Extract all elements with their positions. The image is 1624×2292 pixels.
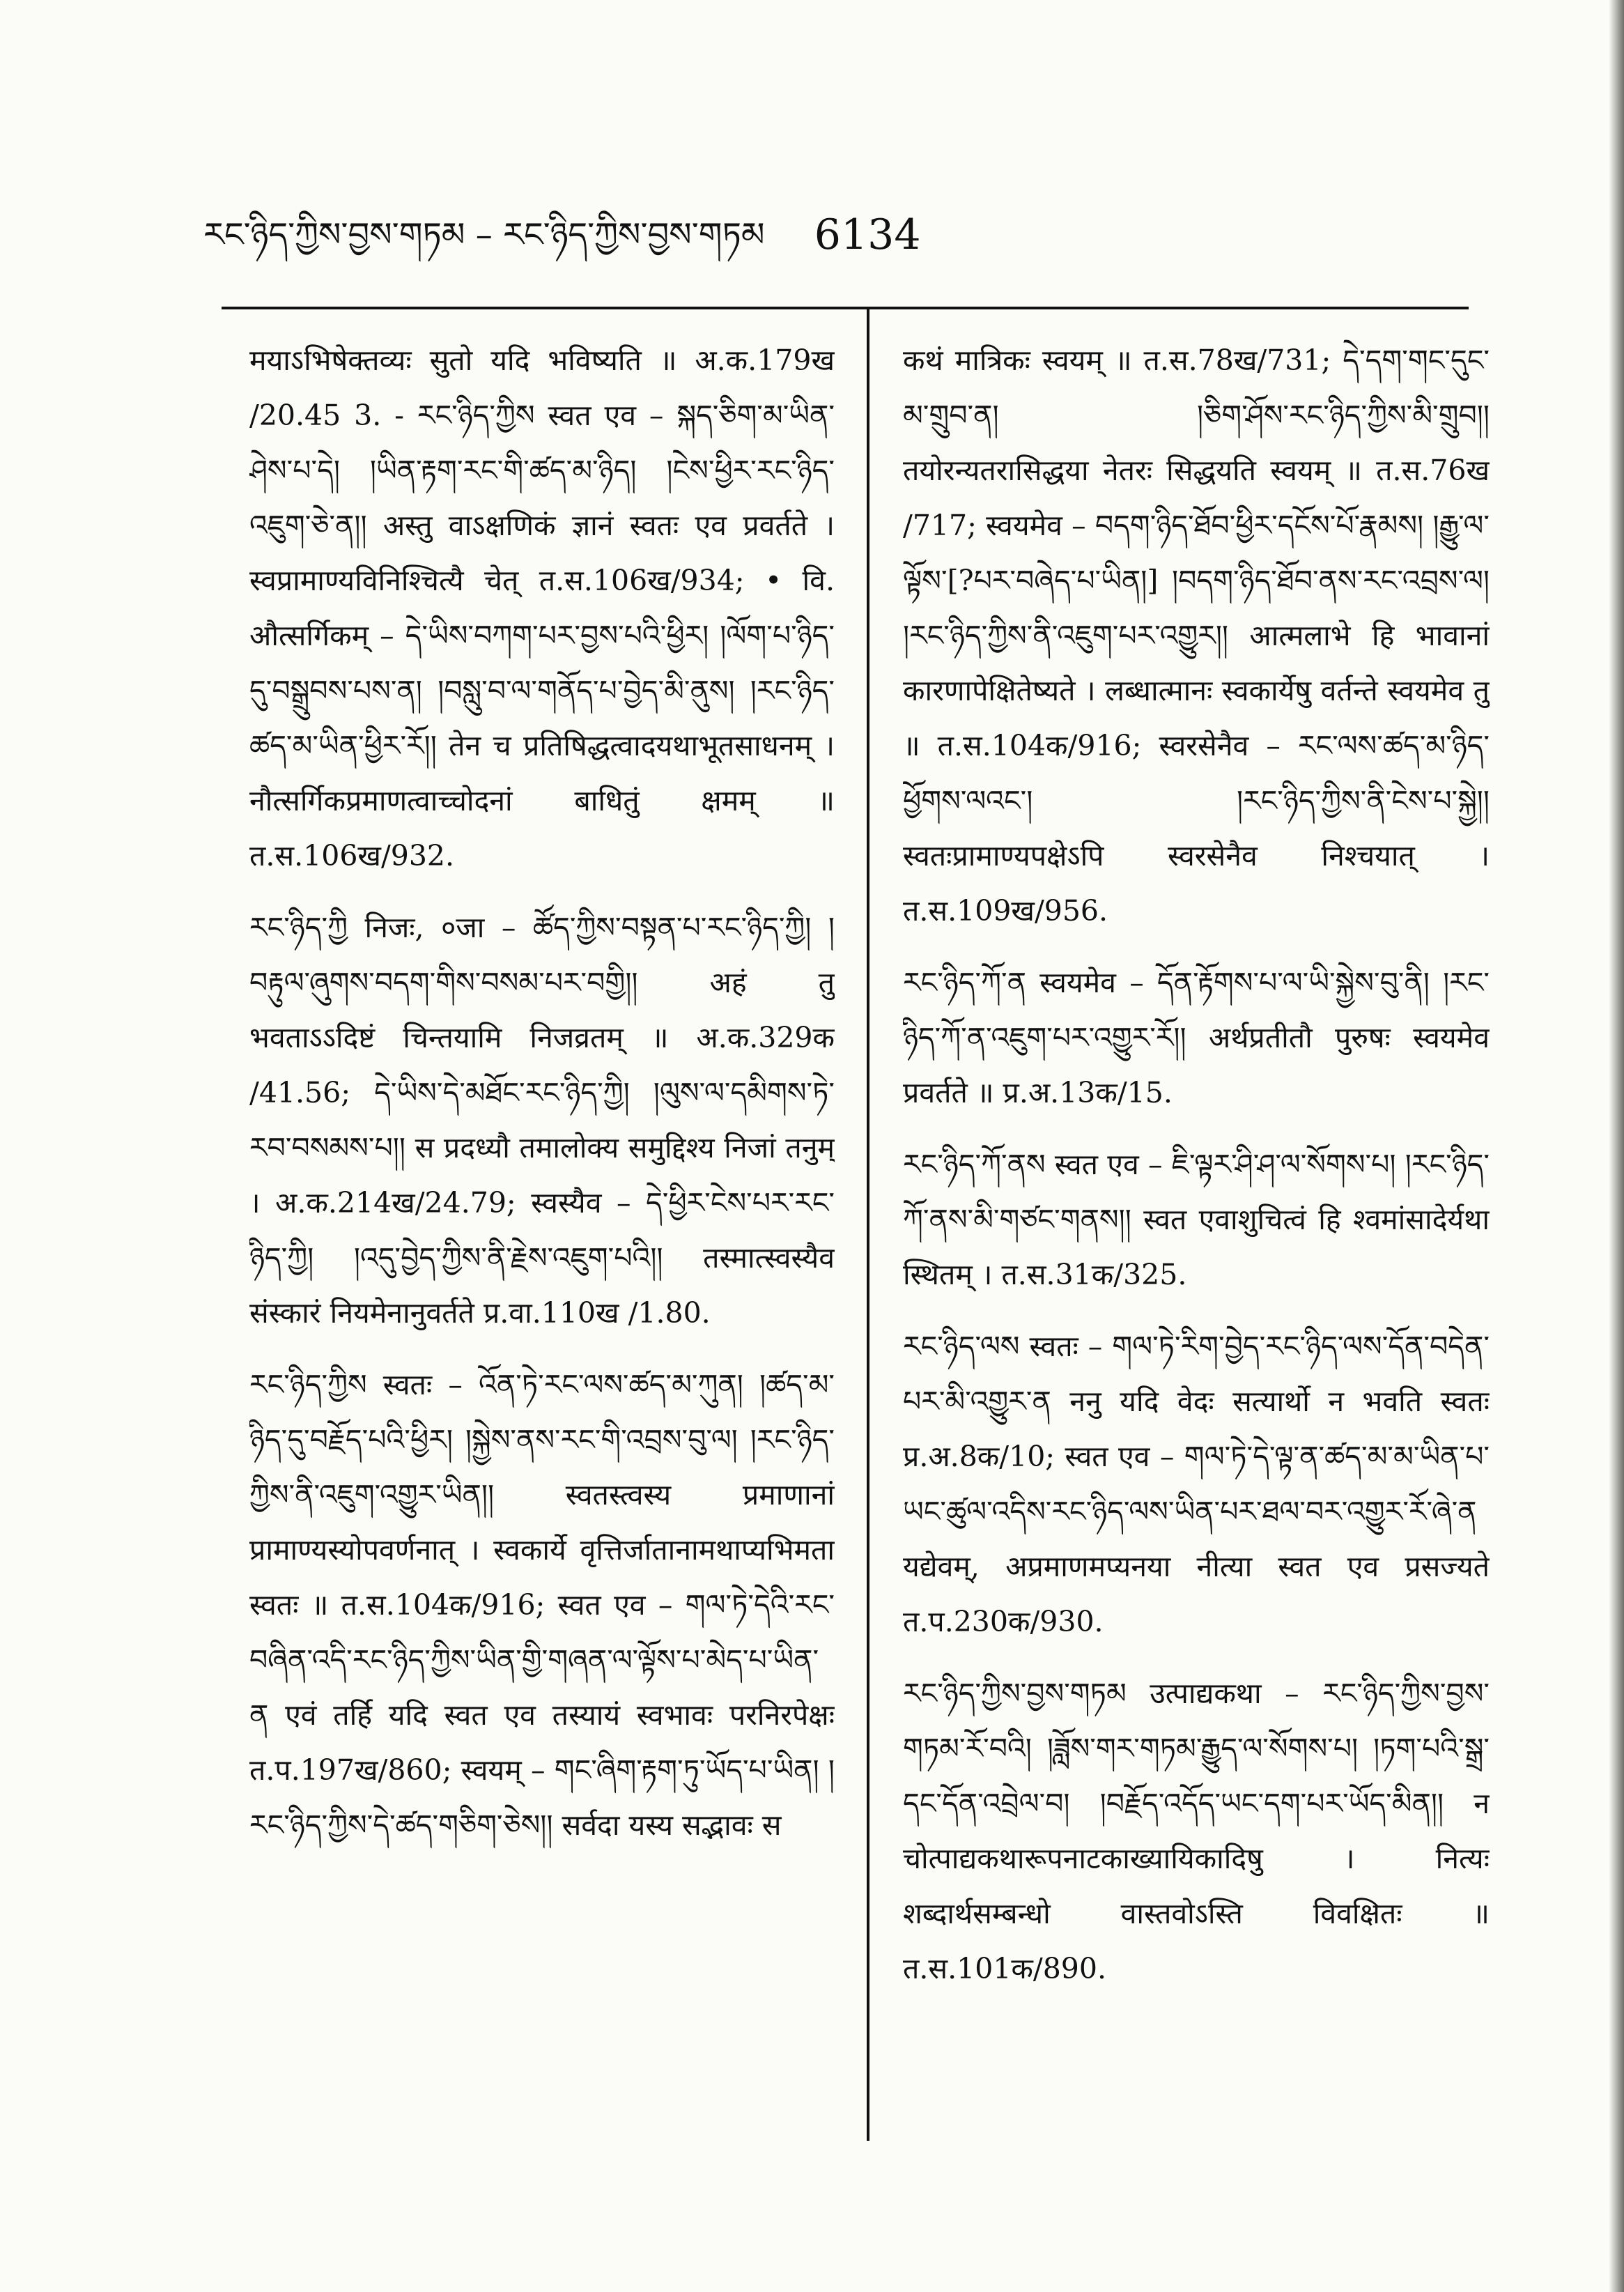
header-rule [222, 307, 1469, 309]
entry-rang-nyid-ko-nas: རང་ཉིད་ཀོ་ནས स्वत एव – ཇི་ལྟར་ཤི་ཤ་ལ་སོགས་པ། །རང་ཉིད་ཀོ་ནས་མི་གཙང་གནས།། स्वत एवाशुचित्वं हि श्वमांसादेर्यथा स्थितम् । त.स.31क/325. [903, 1148, 1490, 1291]
entry-continuation: कथं मात्रिकः स्वयम् ॥ त.स.78ख/731; དེ་དག་གང་དུང་མ་གྲུབ་ན། །ཅིག་ཤོས་རང་ཉིད་ཀྱིས་མི་གྲུབ།། तयोरन्यतरासिद्धया नेतरः सिद्धयति स्वयम् ॥ त.स.76ख /717; स्वयमेव – བདག་ཉིད་ཐོབ་ཕྱིར་དངོས་པོ་རྣམས། །རྒྱུ་ལ་ལྟོས་[?པར་བཞེད་པ་ཡིན།] །བདག་ཉིད་ཐོབ་ནས་རང་འབྲས་ལ། །རང་ཉིད་ཀྱིས་ནི་འཇུག་པར་འགྱུར།། आत्मलाभे हि भावानां कारणापेक्षितेष्यते । लब्धात्मानः स्वकार्येषु वर्तन्ते स्वयमेव तु ॥ त.स.104क/916; स्वरसेनैव – རང་ལས་ཚད་མ་ཉིད་ཕྱོགས་ལའང་། །རང་ཉིད་ཀྱིས་ནི་ངེས་པ་སྐྱེ།། स्वतःप्रामाण्यपक्षेऽपि स्वरसेनैव निश्चयात् । त.स.109ख/956. [903, 344, 1490, 928]
right-column [903, 333, 1490, 2187]
entry-rang-nyid-las: རང་ཉིད་ལས स्वतः – གལ་ཏེ་རིག་བྱེད་རང་ཉིད་ལས་དོན་བདེན་པར་མི་འགྱུར་ན ननु यदि वेदः सत्यार्थो न भवति स्वतः प्र.अ.8क/10; स्वत एव – གལ་ཏེ་དེ་ལྟ་ན་ཚད་མ་མ་ཡིན་པ་ཡང་ཚུལ་འདིས་རང་ཉིད་ལས་ཡིན་པར་ཐལ་བར་འགྱུར་རོ་ཞེ་ན यद्येवम्, अप्रमाणमप्यनया नीत्या स्वत एव प्रसज्यते त.प.230क/930. [903, 1330, 1490, 1638]
running-head: རང་ཉིད་ཀྱིས་བྱས་གཏམ – རང་ཉིད་ཀྱིས་བྱས་གཏམ [203, 215, 765, 254]
column-divider [867, 307, 869, 2141]
entry-rang-nyid-ko-na: རང་ཉིད་ཀོ་ན स्वयमेव – དོན་རྟོགས་པ་ལ་ཡི་སྐྱེས་བུ་ནི། །རང་ཉིད་ཀོ་ན་འཇུག་པར་འགྱུར་རོ།། अर्थप्रतीतौ पुरुषः स्वयमेव प्रवर्तते ॥ प्र.अ.13क/15. [903, 966, 1490, 1109]
page-header [203, 203, 1457, 266]
entry-rang-nyid-kyis: རང་ཉིད་ཀྱིས स्वतः – འོན་ཏེ་རང་ལས་ཚད་མ་ཀུན། །ཚད་མ་ཉིད་དུ་བརྗོད་པའི་ཕྱིར། །སྐྱེས་ནས་རང་གི་འབྲས་བུ་ལ། །རང་ཉིད་ཀྱིས་ནི་འཇུག་འགྱུར་ཡིན།། स्वतस्त्वस्य प्रमाणानां प्रामाण्यस्योपवर्णनात् । स्वकार्ये वृत्तिर्जातानामथाप्यभिमता स्वतः ॥ त.स.104क/916; स्वत एव – གལ་ཏེ་དེའི་རང་བཞིན་འདི་རང་ཉིད་ཀྱིས་ཡིན་གྱི་གཞན་ལ་ལྟོས་པ་མེད་པ་ཡིན་ན एवं तर्हि यदि स्वत एव तस्यायं स्वभावः परनिरपेक्षः त.प.197ख/860; स्वयम् – གང་ཞིག་རྟག་ཏུ་ཡོད་པ་ཡིན། །རང་ཉིད་ཀྱིས་དེ་ཚད་གཅིག་ཅེས།། सर्वदा यस्य सद्भावः स [249, 1368, 835, 1842]
entry-rang-nyid-kyis-byas-gtam: རང་ཉིད་ཀྱིས་བྱས་གཏམ उत्पाद्यकथा – རང་ཉིད་ཀྱིས་བྱས་གཏམ་རོ་བའི། །ཟློས་གར་གཏམ་རྒྱུད་ལ་སོགས་པ། །ཏག་པའི་སྒྲ་དང་དོན་འབྲེལ་བ། །བརྗོད་འདོད་ཡང་དག་པར་ཡོད་མིན།། न चोत्पाद्यकथारूपनाटकाख्यायिकादिषु । नित्यः शब्दार्थसम्बन्धो वास्तवोऽस्ति विवक्षितः ॥ त.स.101क/890. [903, 1677, 1490, 1985]
left-column [249, 333, 835, 2187]
page-number: 6134 [814, 210, 921, 259]
scanned-page-edge [1609, 0, 1624, 2292]
entry-rang-nyid-kyi: རང་ཉིད་ཀྱི निजः, ०जा – ཚོད་ཀྱིས་བསྟན་པ་རང་ཉིད་ཀྱི། །བརྟུལ་ཞུགས་བདག་གིས་བསམ་པར་བགྱི།། अहं तु भवताऽऽदिष्टं चिन्तयामि निजव्रतम् ॥ अ.क.329क /41.56; དེ་ཡིས་དེ་མཐོང་རང་ཉིད་ཀྱི། །ལུས་ལ་དམིགས་ཏེ་རབ་བསམས་པ།། स प्रदध्यौ तमालोक्य समुद्दिश्य निजां तनुम् । अ.क.214ख/24.79; स्वस्यैव – དེ་ཕྱིར་ངེས་པར་རང་ཉིད་ཀྱི། །འདུ་བྱེད་ཀྱིས་ནི་རྗེས་འཇུག་པའི།། तस्मात्स्वस्यैव संस्कारं नियमेनानुवर्तते प्र.वा.110ख /1.80. [249, 911, 835, 1330]
entry-rang-nyid-kyis-svata-eva: मयाऽभिषेक्तव्यः सुतो यदि भविष्यति ॥ अ.क.179ख /20.45 3. - རང་ཉིད་ཀྱིས स्वत एव – སྐད་ཅིག་མ་ཡིན་ཤེས་པ་དེ། །ཡིན་རྟག་རང་གི་ཚད་མ་ཉིད། །ངེས་ཕྱིར་རང་ཉིད་འཇུག་ཅེ་ན།། अस्तु वाऽक्षणिकं ज्ञानं स्वतः एव प्रवर्तते । स्वप्रामाण्यविनिश्चित्यै चेत् त.स.106ख/934; • वि. औत्सर्गिकम् – དེ་ཡིས་བཀག་པར་བྱས་པའི་ཕྱིར། །ལོག་པ་ཉིད་དུ་བསྒྲུབས་པས་ན། །བསླུ་བ་ལ་གནོད་པ་བྱེད་མི་ནུས། །རང་ཉིད་ཚད་མ་ཡིན་ཕྱིར་རོ།། तेन च प्रतिषिद्धत्वादयथाभूतसाधनम् । नौत्सर्गिकप्रमाणत्वाच्चोदनां बाधितुं क्षमम् ॥ त.स.106ख/932. [249, 344, 835, 872]
